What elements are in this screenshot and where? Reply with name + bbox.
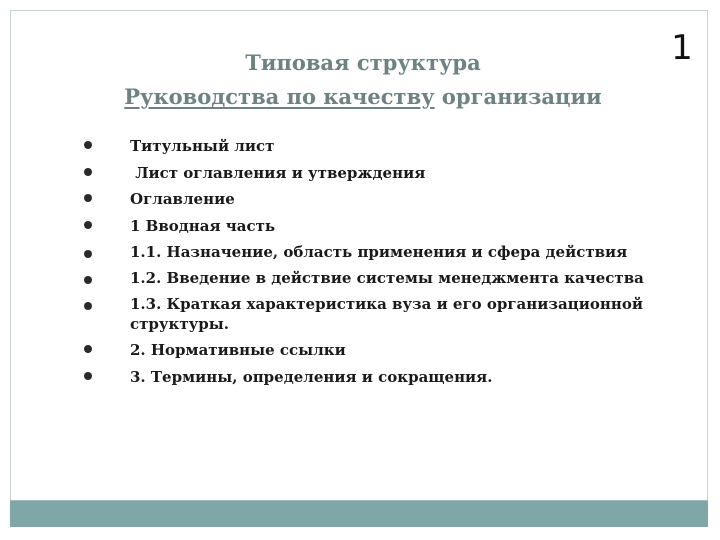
bottom-bar: [10, 500, 708, 527]
list-item: [84, 291, 664, 337]
bullet-dot-icon: [84, 345, 92, 353]
list-item-text: 2. Нормативные ссылки: [130, 341, 346, 359]
list-item: [84, 213, 664, 240]
list-item-text: 3. Термины, определения и сокращения.: [130, 367, 493, 386]
list-item-text: 1.2. Введение в действие системы менеджмента качества: [130, 269, 644, 287]
list-item-text: Титульный лист: [130, 137, 275, 155]
bullet-dot-icon: [84, 194, 92, 202]
bullet-list: [84, 133, 664, 390]
list-item: [84, 133, 664, 160]
list-item-text: Оглавление: [130, 190, 235, 208]
bullet-dot-icon: [84, 372, 92, 380]
list-item: [84, 186, 664, 213]
bullet-dot-icon: [84, 250, 92, 258]
title-rest-text: организации: [434, 84, 602, 109]
title-line-1: Типовая структура: [245, 50, 481, 75]
list-item-text: 1.3. Краткая характеристика вуза и его организационной структуры.: [130, 295, 643, 333]
title-underlined-text: Руководства по качеству: [124, 84, 435, 109]
title-line-2: [78, 80, 648, 114]
slide-title: [78, 46, 648, 114]
list-item-text: Лист оглавления и утверждения: [130, 163, 426, 182]
list-item: [84, 364, 664, 391]
bullet-dot-icon: [84, 221, 92, 229]
bullet-dot-icon: [84, 141, 92, 149]
bullet-dot-icon: [84, 276, 92, 284]
list-item: [84, 265, 664, 291]
list-item-text: 1.1. Назначение, область применения и сфера действия: [130, 243, 628, 261]
bullet-dot-icon: [84, 302, 92, 310]
slide-number: 1: [671, 28, 693, 68]
list-item: [84, 337, 664, 364]
bullet-dot-icon: [84, 168, 92, 176]
list-item: [84, 160, 664, 187]
list-item: [84, 239, 664, 265]
list-item-text: 1 Вводная часть: [130, 216, 276, 235]
